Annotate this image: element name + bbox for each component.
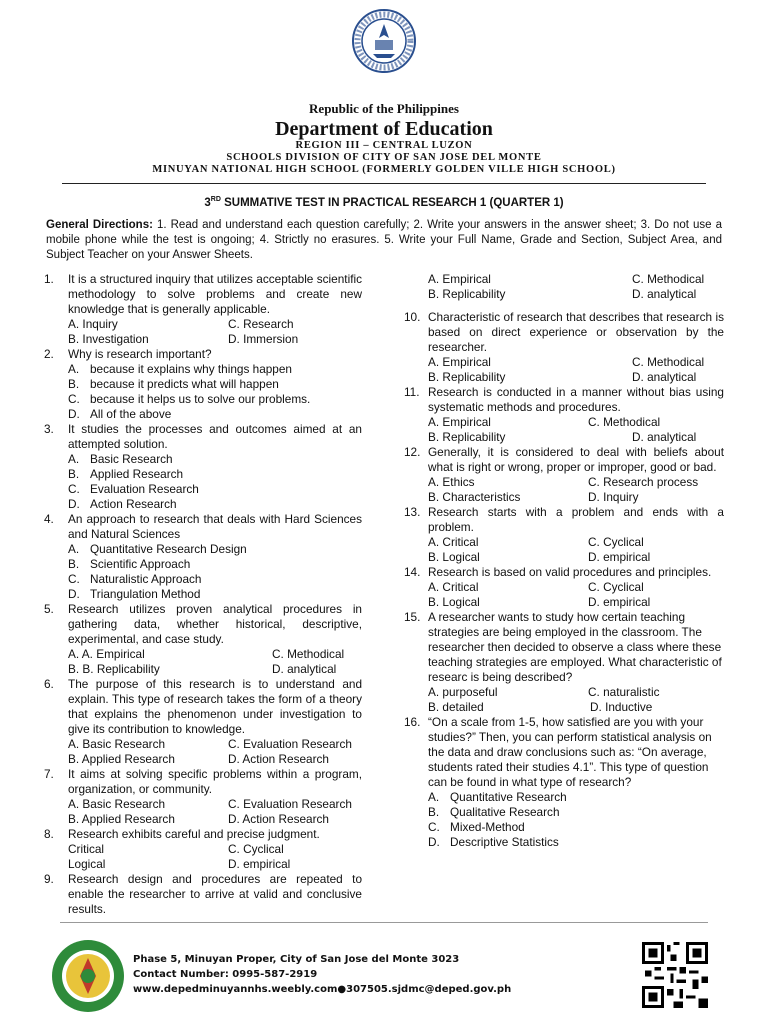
question-7: 7. It aims at solving specific problems within a program, organization, or community. [44, 767, 362, 796]
question-8: 8. Research exhibits careful and precise judgment. [44, 827, 320, 841]
question-6: 6. The purpose of this research is to understand and explain. This type of research takes the form of a theory that explains the phenomenon under investigation to give its contribution to knowledge. [44, 677, 362, 736]
school-heading: MINUYAN NATIONAL HIGH SCHOOL (FORMERLY GOLDEN VILLE HIGH SCHOOL) [152, 164, 616, 175]
general-directions: General Directions: 1. Read and understand each question carefully; 2. Write your answers in the answer sheet; 3. Do not use a mobile phone while the test is ongoing; 4. Strictly no erasures. 5. Write your Full Name, Grade and Section, Subject Area, and Subject Teacher on your Answer Sheets. [46, 219, 722, 261]
footer-divider [60, 922, 708, 923]
question-5: 5. Research utilizes proven analytical procedures in gathering data, whether historical, descriptive, experimental, and case study. [44, 602, 362, 646]
question-12: 12. Generally, it is considered to deal with beliefs about what is right or wrong, proper or improper, good or bad. [404, 445, 724, 474]
department-heading: Department of Education [275, 118, 493, 140]
test-title: 3RD SUMMATIVE TEST IN PRACTICAL RESEARCH 1 (QUARTER 1) [204, 196, 564, 209]
question-11: 11. Research is conducted in a manner without bias using systematic methods and procedures. [404, 385, 724, 414]
division-heading: SCHOOLS DIVISION OF CITY OF SAN JOSE DEL MONTE [226, 152, 542, 163]
region-heading: REGION III – CENTRAL LUZON [295, 140, 473, 151]
school-contact-number: Contact Number: 0995-587-2919 [133, 969, 318, 980]
question-16: 16. “On a scale from 1-5, how satisfied are you with your studies?” Then, you can perform statistical analysis on the data and draw conclusions such as: “On average, students rated their studies 4.1”. This type of question can be found in what type of research? [404, 715, 712, 789]
school-address: Phase 5, Minuyan Proper, City of San Jose del Monte 3023 [133, 954, 460, 965]
school-contact-info [133, 952, 511, 997]
question-2: 2. Why is research important? [44, 347, 212, 361]
qr-code-icon [642, 942, 708, 1008]
republic-heading: Republic of the Philippines [309, 101, 459, 116]
question-13: 13. Research starts with a problem and ends with a problem. [404, 505, 724, 534]
question-10: 10. Characteristic of research that describes that research is based on direct experience or observation by the researcher. [404, 310, 724, 354]
question-3: 3. It studies the processes and outcomes aimed at an attempted solution. [44, 422, 362, 451]
question-15: 15. A researcher wants to study how certain teaching strategies are being employed in the classroom. The researcher then decided to observe a class where these teaching strategies are employed. What characteristic of researc is being described? [404, 610, 722, 684]
header-divider [62, 183, 706, 184]
question-14: 14. Research is based on valid procedures and principles. [404, 565, 712, 579]
school-logo [50, 938, 126, 1014]
questions-column-right: A. Empirical C. Methodical B. Replicability D. analytical 10. Characteristic of research that describes that research is based on direct experience or observation by the researcher. A. Empirical C. Methodical B. Replicability D. analytical 11. Research is conducted in a manner without bias using systematic methods and procedures. A. Empirical C. Methodical B. Replicability D. analytical 12. Generally, it is considered to deal with beliefs about what is right or wrong, proper or improper, good or bad. A. Ethics C. Research process B. Characteristics D. Inquiry 13. Research starts with a problem and ends with a problem. A. Critical C. Cyclical B. Logical D. empirical 14. Research is based on valid procedures and principles. A. Critical C. Cyclical B. Logical D. empirical 15. A researcher wants to study how certain teaching strategies are being employed in the classroom. The researcher then decided to observe a class where these teaching strategies are employed. What characteristic of researc is being described? A. purposeful C. naturalistic B. detailed D. Inductive 16. “On a scale from 1-5, how satisfied are you with your studies?” Then, you can perform statistical analysis on the data and draw conclusions such as: “On average, students rated their studies 4.1”. This type of question can be found in what type of research? A. Quantitative Research B. Qualitative Research C. Mixed-Method D. Descriptive Statistics [404, 272, 724, 849]
questions-column-left: 1. It is a structured inquiry that utilizes acceptable scientific methodology to solve problems and create new knowledge that is generally applicable. A. Inquiry C. Research B. Investigation D. Immersion 2. Why is research important? A. because it explains why things happen B. because it predicts what will happen C. because it helps us to solve our problems. D. All of the above 3. It studies the processes and outcomes aimed at an attempted solution. A. Basic Research B. Applied Research C. Evaluation Research D. Action Research 4. An approach to research that deals with Hard Sciences and Natural Sciences A. Quantitative Research Design B. Scientific Approach C. Naturalistic Approach D. Triangulation Method 5. Research utilizes proven analytical procedures in gathering data, whether historical, descriptive, experimental, and case study. A. A. Empirical C. Methodical B. B. Replicability D. analytical 6. The purpose of this research is to understand and explain. This type of research takes the form of a theory that explains the phenomenon under investigation to give its contribution to knowledge. A. Basic Research C. Evaluation Research B. Applied Research D. Action Research 7. It aims at solving specific problems within a program, organization, or community. A. Basic Research C. Evaluation Research B. Applied Research D. Action Research 8. Research exhibits careful and precise judgment. Critical C. Cyclical Logical D. empirical 9. Research design and procedures are repeated to enable the researcher to arrive at valid and conclusive results. [44, 272, 362, 916]
deped-seal-logo [351, 8, 417, 74]
question-4: 4. An approach to research that deals with Hard Sciences and Natural Sciences [44, 512, 362, 541]
question-9: 9. Research design and procedures are repeated to enable the researcher to arrive at valid and conclusive results. [44, 872, 362, 916]
question-1: 1. It is a structured inquiry that utilizes acceptable scientific methodology to solve problems and create new knowledge that is generally applicable. [44, 272, 362, 316]
school-website-email: www.depedminuyannhs.weebly.com●307505.sjdmc@deped.gov.ph [133, 984, 512, 995]
